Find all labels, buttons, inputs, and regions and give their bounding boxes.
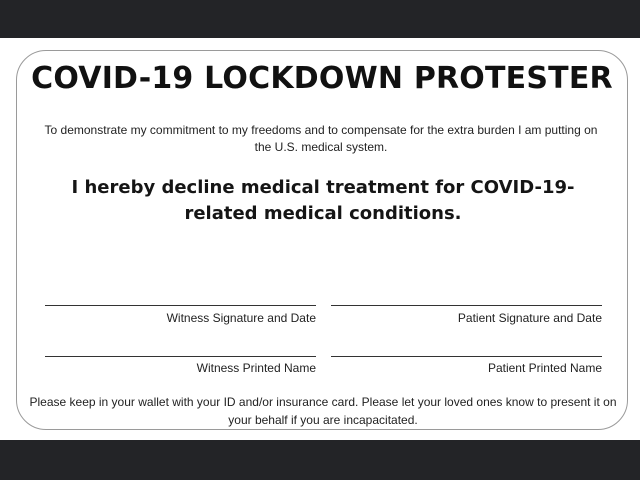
patient-printed-name-line (331, 356, 602, 357)
declaration-text: I hereby decline medical treatment for COVID-19-related medical conditions. (71, 177, 575, 224)
witness-signature-label: Witness Signature and Date (166, 311, 316, 325)
protester-card (16, 50, 628, 430)
document-page (0, 38, 640, 440)
witness-signature-line (45, 305, 316, 306)
intro-text: To demonstrate my commitment to my freedoms and to compensate for the extra burden I am putting on the U.S. medical system. (44, 123, 598, 154)
patient-signature-line (331, 305, 602, 306)
patient-printed-name-label: Patient Printed Name (487, 361, 602, 375)
footer-note: Please keep in your wallet with your ID and/or insurance card. Please let your loved ones know to present it on your behalf if you are incapacitated. (29, 395, 617, 427)
witness-printed-name-label: Witness Printed Name (196, 361, 316, 375)
card-title: COVID-19 LOCKDOWN PROTESTER (31, 61, 613, 96)
bottom-dark-border (0, 440, 640, 480)
top-dark-border (0, 0, 640, 38)
witness-printed-name-line (45, 356, 316, 357)
patient-signature-label: Patient Signature and Date (457, 311, 602, 325)
